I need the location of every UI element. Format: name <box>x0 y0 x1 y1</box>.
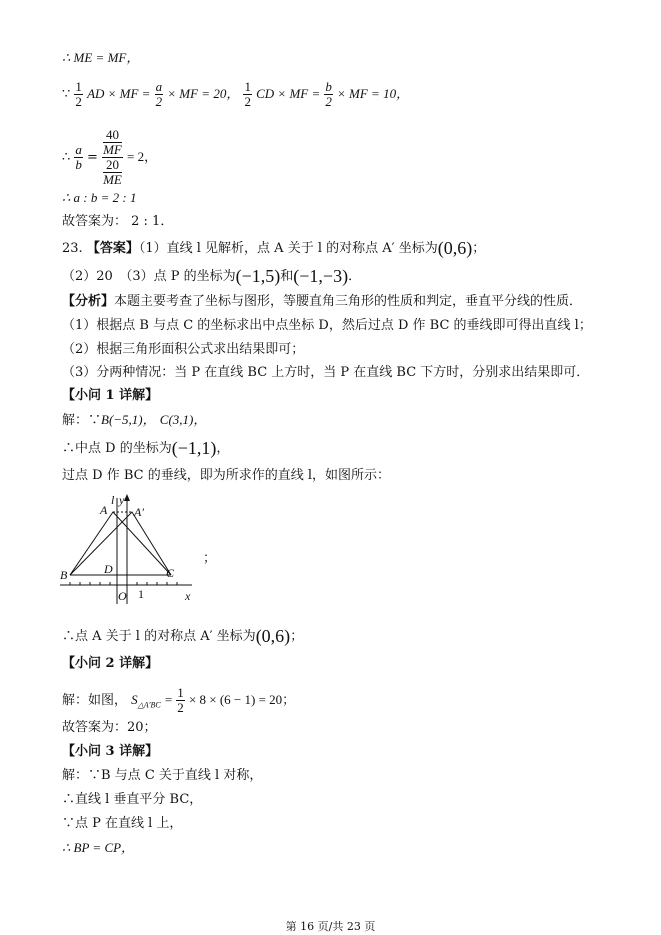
coord-a-prime: (0,6) <box>437 238 473 258</box>
sub2-answer: 故答案为：20； <box>62 720 157 735</box>
coordinate-figure <box>60 492 200 604</box>
figure-semicolon: ； <box>203 551 217 566</box>
analysis-line: 【分析】本题主要考查了坐标与图形，等腰直角三角形的性质和判定，垂直平分线的性质． <box>62 294 583 309</box>
point-c: C(3,1)， <box>159 412 207 427</box>
line-a-b-ratio: ∴ a : b = 2 : 1 <box>62 190 137 205</box>
coord-a-prime-2: (0,6) <box>255 626 291 646</box>
label-one: 1 <box>138 587 144 601</box>
sub1-given: 解：∵B(−5,1)， C(3,1)， <box>62 412 207 428</box>
answer-ratio: 故答案为： 2 : 1． <box>62 214 174 229</box>
times-mf-10: × MF = 10， <box>337 86 410 101</box>
analysis-1: （1）根据点 B 与点 C 的坐标求出中点坐标 D，然后过点 D 作 BC 的垂线即可得出直线 l； <box>62 318 592 333</box>
point-b: B(−5,1)， <box>101 412 156 427</box>
fraction-a-over-2: $\frac{a}{2}$ <box>155 79 163 109</box>
fraction-half-2: $\frac{1}{2}$ <box>244 79 251 109</box>
analysis-tag: 【分析】 <box>62 294 115 309</box>
sub2-area: 解：如图， $S_{\triangle A'BC}$ = $\frac{1}{2}$ × 8 × (6 − 1) = 20； <box>62 685 296 715</box>
triangle-a-prime-bc <box>70 512 171 575</box>
analysis-3: （3）分两种情况：当 P 在直线 BC 上方时，当 P 在直线 BC 下方时，分别求出结果即可． <box>62 365 590 380</box>
sub3-line-4: ∴ BP = CP， <box>62 840 135 855</box>
y-axis-arrow <box>124 494 130 501</box>
label-a: A <box>100 503 108 517</box>
page-footer: 第 16 页/共 23 页 <box>285 920 376 933</box>
fraction-b-over-2: $\frac{b}{2}$ <box>325 79 332 109</box>
equals-two: = 2， <box>127 149 158 164</box>
sub3-line-1: 解：∵B 与点 C 关于直线 l 对称， <box>62 768 263 783</box>
question-number: 23. <box>62 241 83 256</box>
area-symbol: S <box>131 692 138 707</box>
answer-tag: 【答案】 <box>86 241 139 256</box>
q23-answer-line: 23. 【答案】（1）直线 l 见解析，点 A 关于 l 的对称点 A′ 坐标为(0,6)； <box>62 238 486 258</box>
fraction-half-area: $\frac{1}{2}$ <box>177 685 184 715</box>
sub1-construct: 过点 D 作 BC 的垂线，即为所求作的直线 l，如图所示： <box>62 468 390 483</box>
label-o: O <box>118 589 127 603</box>
therefore-symbol: ∴ <box>62 150 71 165</box>
sub-question-1-tag: 【小问 1 详解】 <box>62 388 159 403</box>
analysis-2: （2）根据三角形面积公式求出结果即可； <box>62 342 305 357</box>
label-d: D <box>104 562 113 576</box>
ad-times-mf: AD × MF = <box>87 86 151 101</box>
compound-fraction: $\frac{\frac{40}{MF}}{\frac{20}{ME}}$ <box>103 127 122 187</box>
label-b: B <box>60 568 68 582</box>
coord-d: (−1,1) <box>171 438 217 458</box>
line-area-equations <box>62 80 409 109</box>
coord-p2: (−1,−3) <box>293 266 349 286</box>
times-mf-20: × MF = 20， <box>167 86 240 101</box>
because-symbol: ∵ <box>62 87 71 102</box>
sub3-line-2: ∴直线 l 垂直平分 BC， <box>62 792 203 807</box>
fraction-half: $\frac{1}{2}$ <box>75 79 82 109</box>
label-c: C <box>166 566 175 580</box>
cd-times-mf: CD × MF = <box>256 86 321 101</box>
sub-question-3-tag: 【小问 3 详解】 <box>62 744 159 759</box>
label-x: x <box>185 589 191 603</box>
fraction-a-over-b: $\frac{a}{b}$ <box>75 142 82 172</box>
label-y: y <box>119 493 125 507</box>
coord-p1: (−1,5) <box>235 266 281 286</box>
line-me-eq-mf: ∴ ME = MF， <box>62 50 140 65</box>
label-a-prime: A′ <box>134 505 144 519</box>
label-l: l <box>111 493 115 507</box>
sub-question-2-tag: 【小问 2 详解】 <box>62 656 159 671</box>
sub3-line-3: ∵点 P 在直线 l 上， <box>62 816 183 831</box>
line-ratio: ∴ $\frac{a}{b}$ = $\frac{\frac{40}{MF}}{\frac{20}{ME}}$ = 2， <box>62 127 158 187</box>
sub1-midpoint: ∴中点 D 的坐标为(−1,1)， <box>62 438 230 458</box>
triangle-abc <box>70 512 171 575</box>
q23-answer-line-2: （2）20 （3）点 P 的坐标为(−1,5)和(−1,−3)． <box>62 266 362 286</box>
sub1-conclusion: ∴点 A 关于 l 的对称点 A′ 坐标为(0,6)； <box>62 626 304 646</box>
